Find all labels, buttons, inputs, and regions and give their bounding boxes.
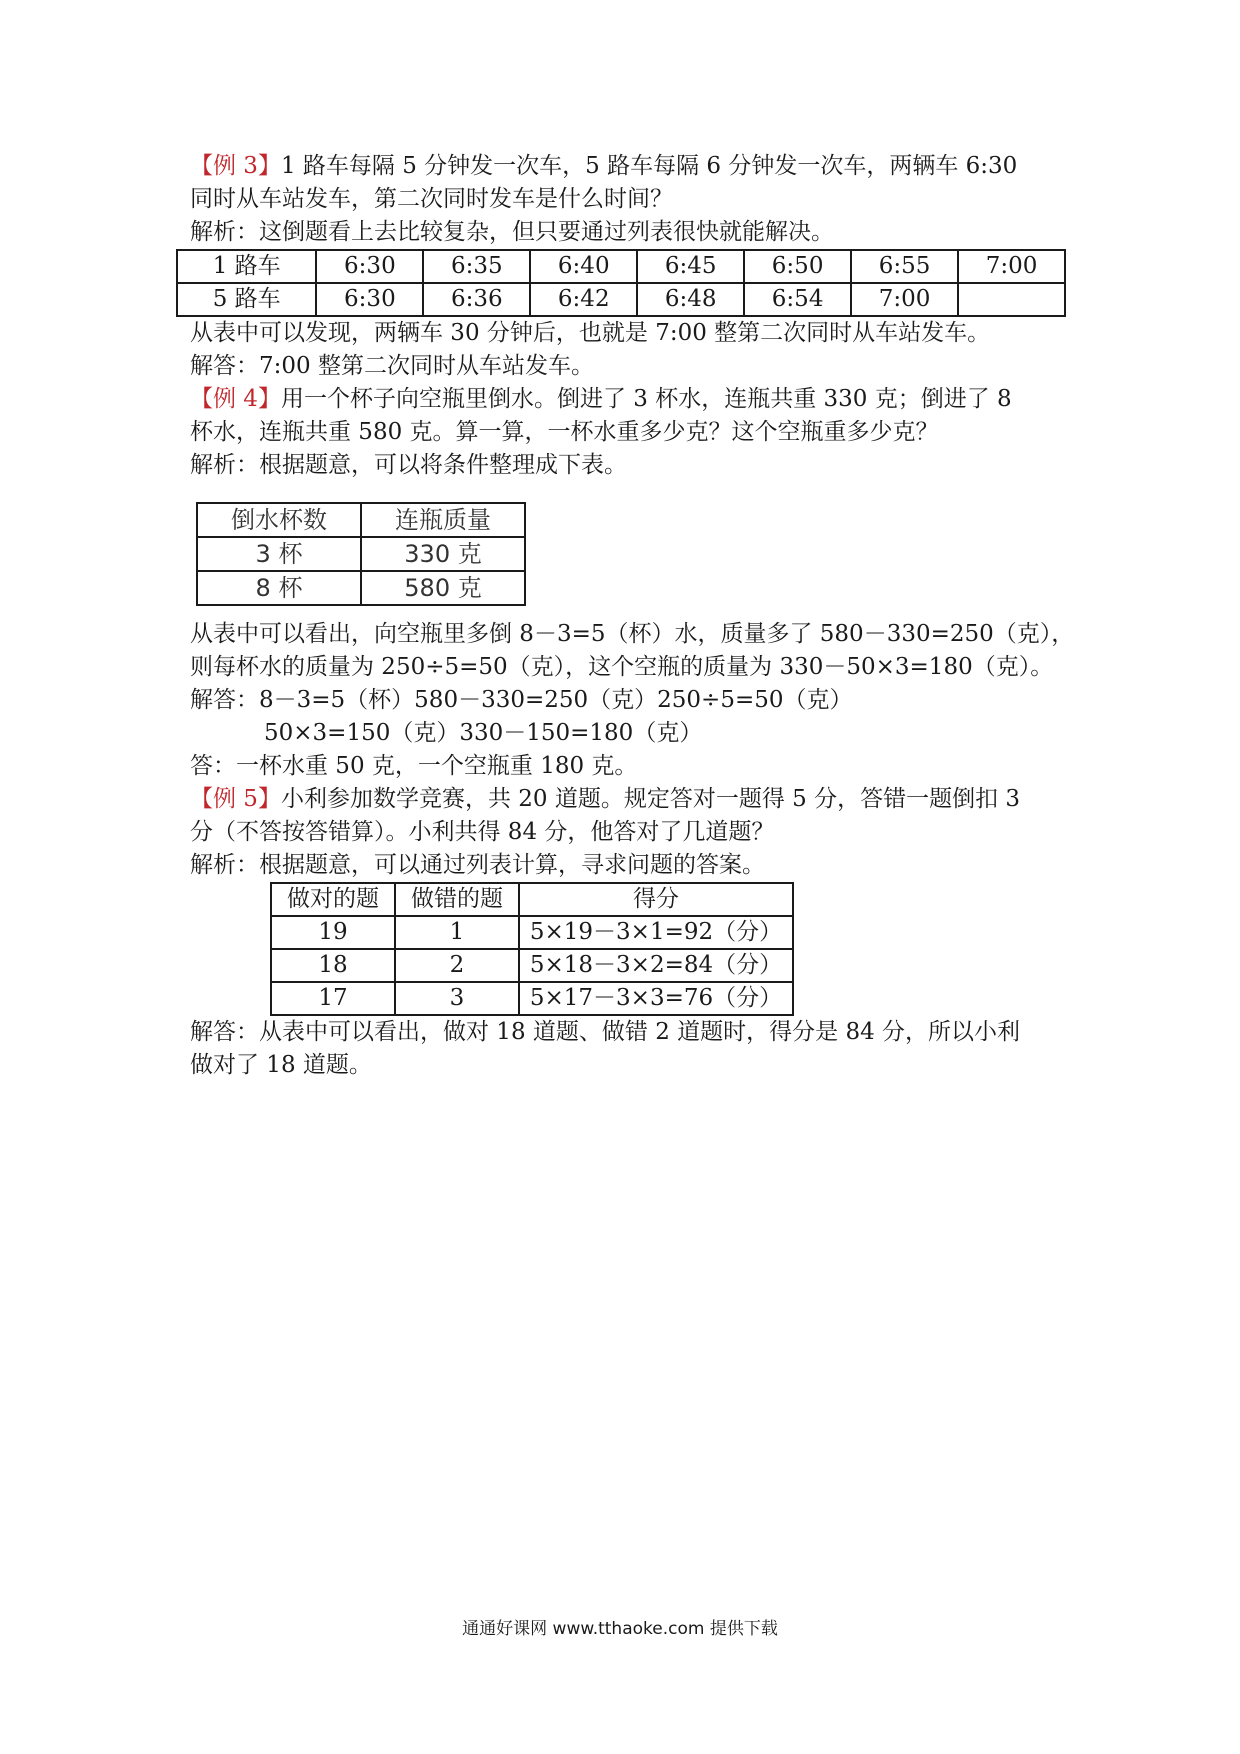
example-3-question-line-1 [190, 150, 1070, 183]
example-5-answer-line-1: 解答：从表中可以看出，做对 18 道题、做错 2 道题时，得分是 84 分，所以小利 [190, 1019, 1021, 1045]
table-cell: 5×19－3×1=92（分） [519, 916, 793, 949]
example-4-question-text-1: 用一个杯子向空瓶里倒水。倒进了 3 杯水，连瓶共重 330 克；倒进了 8 [280, 386, 1012, 412]
table-row [271, 982, 793, 1015]
example-3-question-text-1: 1 路车每隔 5 分钟发一次车，5 路车每隔 6 分钟发一次车，两辆车 6:30 [280, 153, 1018, 179]
table-cell: 6:40 [530, 250, 637, 283]
example-4-analysis: 解析：根据题意，可以将条件整理成下表。 [190, 452, 627, 478]
table-cell: 6:55 [851, 250, 958, 283]
table-header-cell: 倒水杯数 [197, 503, 361, 537]
table-cell: 1 [395, 916, 519, 949]
example-4-solution-line-1: 解答：8－3=5（杯）580－330=250（克）250÷5=50（克） [190, 687, 853, 713]
bus-schedule-table [176, 249, 1066, 317]
table-cell: 5×18－3×2=84（分） [519, 949, 793, 982]
example-4-conclusion-line-2: 则每杯水的质量为 250÷5=50（克），这个空瓶的质量为 330－50×3=180（克）。 [190, 654, 1054, 680]
table-cell: 6:42 [530, 283, 637, 316]
example-5-question-line-2: 分（不答按答错算）。小利共得 84 分，他答对了几道题？ [190, 819, 775, 845]
table-cell: 5 路车 [177, 283, 316, 316]
table-cell: 6:50 [744, 250, 851, 283]
example-3-tag: 【例 3】 [190, 153, 281, 179]
example-4-conclusion-line-1: 从表中可以看出，向空瓶里多倒 8－3=5（杯）水，质量多了 580－330=250（克）， [190, 621, 1075, 647]
table-cell: 6:36 [423, 283, 530, 316]
document-body [190, 150, 1075, 1082]
example-5-question-line-1 [190, 783, 1070, 816]
table-header-row [197, 503, 525, 537]
table-cell: 2 [395, 949, 519, 982]
table-cell: 580 克 [361, 571, 525, 605]
table-cell: 6:30 [316, 250, 423, 283]
table-row [271, 949, 793, 982]
table-cell: 5×17－3×3=76（分） [519, 982, 793, 1015]
table-row [177, 283, 1065, 316]
example-3-answer: 解答：7:00 整第二次同时从车站发车。 [190, 353, 594, 379]
table-header-cell: 得分 [519, 883, 793, 916]
table-cell: 3 杯 [197, 537, 361, 571]
table-cell: 19 [271, 916, 395, 949]
example-4-solution-line-2: 50×3=150（克）330－150=180（克） [264, 720, 703, 746]
example-4-answer: 答：一杯水重 50 克，一个空瓶重 180 克。 [190, 753, 638, 779]
table-cell [958, 283, 1065, 316]
table-cell: 6:35 [423, 250, 530, 283]
page-footer: 通通好课网 www.tthaoke.com 提供下载 [462, 1619, 778, 1639]
table-row [197, 571, 525, 605]
example-5-question-text-1: 小利参加数学竞赛，共 20 道题。规定答对一题得 5 分，答错一题倒扣 3 [280, 786, 1021, 812]
table-cell: 17 [271, 982, 395, 1015]
table-row [177, 250, 1065, 283]
example-5-tag: 【例 5】 [190, 786, 281, 812]
table-header-cell: 做对的题 [271, 883, 395, 916]
table-header-cell: 连瓶质量 [361, 503, 525, 537]
table-cell: 18 [271, 949, 395, 982]
example-3-conclusion: 从表中可以发现，两辆车 30 分钟后，也就是 7:00 整第二次同时从车站发车。 [190, 320, 991, 346]
table-cell: 7:00 [958, 250, 1065, 283]
table-header-cell: 做错的题 [395, 883, 519, 916]
table-cell: 6:45 [637, 250, 744, 283]
example-3-analysis: 解析：这倒题看上去比较复杂，但只要通过列表很快就能解决。 [190, 219, 834, 245]
example-3-question-line-2: 同时从车站发车，第二次同时发车是什么时间？ [190, 186, 673, 212]
table-cell: 1 路车 [177, 250, 316, 283]
water-weight-table [196, 502, 526, 606]
table-cell: 8 杯 [197, 571, 361, 605]
example-5-analysis: 解析：根据题意，可以通过列表计算，寻求问题的答案。 [190, 852, 765, 878]
table-row [197, 537, 525, 571]
table-cell: 6:30 [316, 283, 423, 316]
table-cell: 6:48 [637, 283, 744, 316]
score-table [270, 882, 794, 1016]
example-4-question-line-2: 杯水，连瓶共重 580 克。算一算，一杯水重多少克？这个空瓶重多少克？ [190, 419, 939, 445]
table-header-row [271, 883, 793, 916]
table-cell: 6:54 [744, 283, 851, 316]
table-cell: 3 [395, 982, 519, 1015]
table-cell: 7:00 [851, 283, 958, 316]
example-5-answer-line-2: 做对了 18 道题。 [190, 1052, 372, 1078]
table-row [271, 916, 793, 949]
table-cell: 330 克 [361, 537, 525, 571]
example-4-question-line-1 [190, 383, 1070, 416]
example-4-tag: 【例 4】 [190, 386, 281, 412]
